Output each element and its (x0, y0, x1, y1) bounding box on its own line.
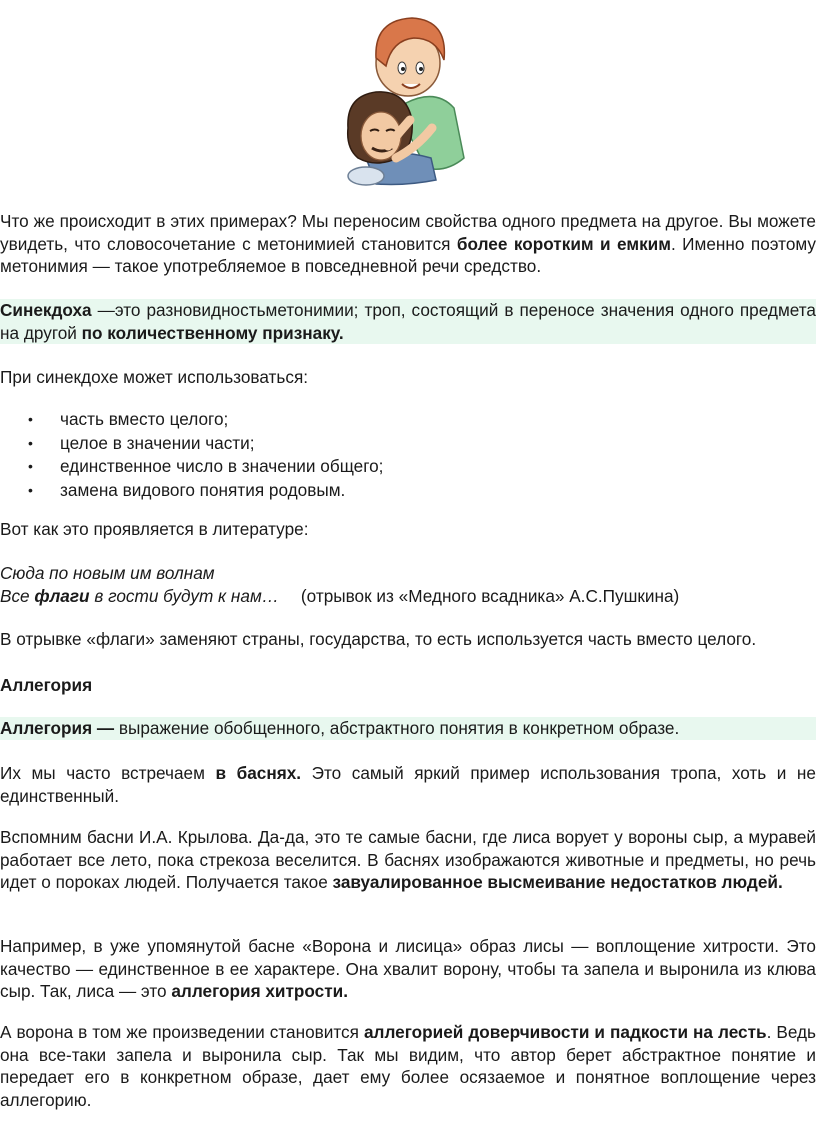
paragraph-metonymy-summary (0, 210, 816, 278)
quote-explanation: В отрывке «флаги» заменяют страны, государства, то есть используется часть вместо целого. (0, 629, 757, 649)
definition-text: выражение обобщенного, абстрактного понятия в конкретном образе. (114, 718, 680, 738)
paragraph-fables (0, 762, 816, 807)
text-segment: Их мы часто встречаем (0, 763, 216, 783)
paragraph-crow (0, 1021, 816, 1111)
text-segment: Это самый яркий пример использования тропа, хоть и не единственный. (0, 763, 816, 806)
term-synecdoche: Синекдоха (0, 300, 92, 320)
literature-intro: Вот как это проявляется в литературе: (0, 519, 309, 539)
text-segment: А ворона в том же произведении становится (0, 1022, 364, 1042)
text-segment: Вспомним басни И.А. Крылова. Да-да, это те самые басни, где лиса ворует у вороны сыр, а муравей работает все лето, пока стрекоза веселится. В баснях изображаются животные и предметы, но речь идет о пороках людей. Получается такое (0, 827, 816, 892)
quote-line-2 (0, 585, 816, 608)
quote-source: (отрывок из «Медного всадника» А.С.Пушкина) (300, 585, 680, 606)
list-item: • единственное число в значении общего; (0, 455, 383, 479)
text-segment: в гости будут к нам… (89, 585, 279, 606)
heading-text: Аллегория (0, 675, 93, 695)
boy-and-writer-illustration (336, 8, 476, 188)
bold-emphasis: аллегория хитрости. (171, 981, 349, 1001)
list-item: • часть вместо целого; (0, 408, 383, 432)
bold-emphasis: завуалированное высмеивание недостатков людей. (332, 872, 783, 892)
pushkin-quote (0, 562, 816, 607)
list-intro: При синекдохе может использоваться: (0, 367, 309, 387)
allegory-heading (0, 674, 816, 697)
list-item: • целое в значении части; (0, 432, 383, 456)
bold-emphasis: аллегорией доверчивости и падкости на лесть (363, 1022, 767, 1042)
quote-line-1: Сюда по новым им волнам (0, 563, 215, 583)
synecdoche-usage-list (0, 408, 383, 502)
definition-text: —это разновидностьметонимии; троп, состоящий в переносе значения одного предмета на другой (0, 300, 816, 343)
bold-emphasis: флаги (34, 585, 90, 606)
bold-emphasis: более коротким и емким (456, 233, 671, 254)
text-segment: . Именно поэтому метонимия — такое употребляемое в повседневной речи средство. (0, 233, 816, 276)
list-item: • замена видового понятия родовым. (0, 479, 383, 503)
text-segment: Все (0, 585, 35, 606)
allegory-definition (0, 717, 816, 740)
synecdoche-definition (0, 299, 816, 344)
term-allegory: Аллегория — (0, 718, 115, 738)
bold-emphasis: в баснях. (215, 763, 302, 783)
text-segment: . Ведь она все-таки запела и выронила сыр. Так мы видим, что автор берет абстрактное понятие и передает его в конкретном образе, дает ему более осязаемое и понятное воплощение через аллегорию. (0, 1022, 816, 1110)
paragraph-fox (0, 935, 816, 1003)
text-segment: Что же происходит в этих примерах? Мы переносим свойства одного предмета на другое. Вы можете увидеть, что словосочетание с метонимией становится (0, 211, 816, 254)
paragraph-krylov (0, 826, 816, 894)
text-segment: Например, в уже упомянутой басне «Ворона и лисица» образ лисы — воплощение хитрости. Это качество — единственное в ее характере. Она хвалит ворону, чтобы та запела и выронила из клюва сыр. Так, лиса — это (0, 936, 816, 1001)
bold-emphasis: по количественному признаку. (81, 322, 344, 343)
